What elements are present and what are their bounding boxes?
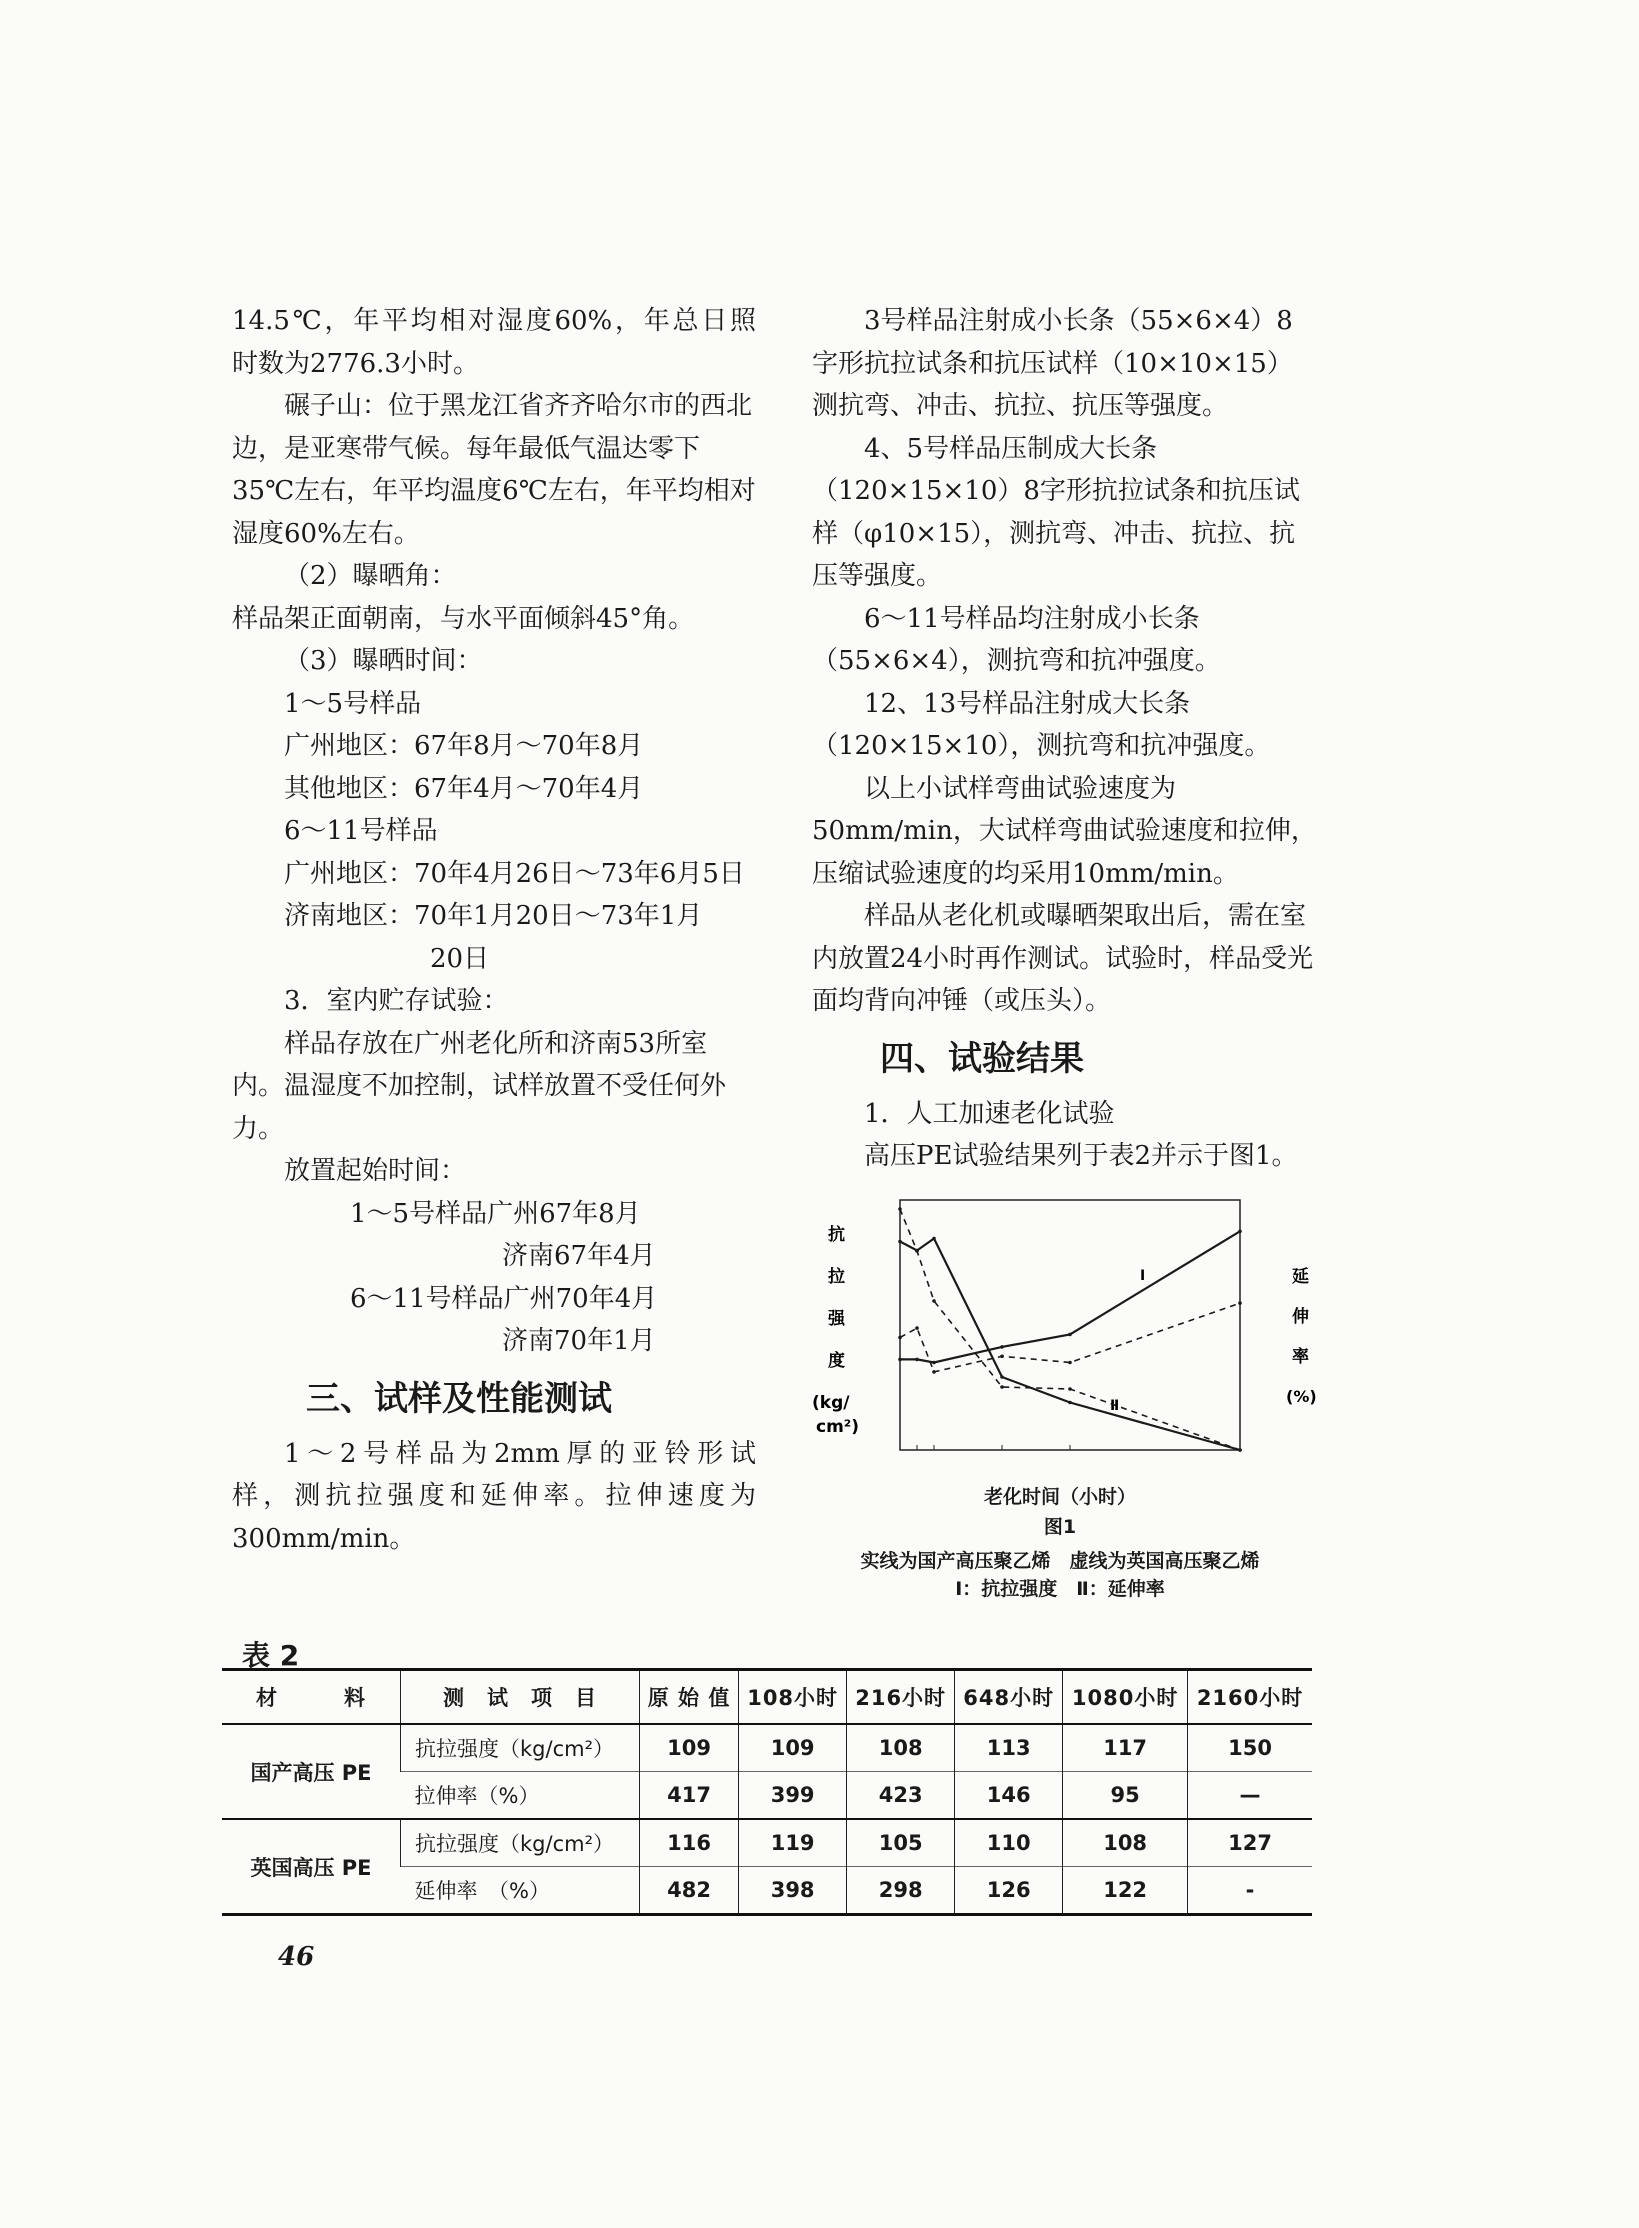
data-point <box>1068 1333 1072 1337</box>
data-point <box>932 1299 936 1303</box>
col-header: 原 始 值 <box>640 1670 739 1725</box>
paragraph: 时数为2776.3小时。 <box>232 348 479 379</box>
figure-legend: 实线为国产高压聚乙烯 虚线为英国高压聚乙烯 <box>860 1550 1260 1572</box>
table-header-row <box>222 1670 1312 1725</box>
value-cell: 110 <box>955 1819 1063 1867</box>
right-column <box>812 300 1318 1178</box>
value-cell: 113 <box>955 1724 1063 1772</box>
data-point <box>915 1326 919 1330</box>
col-header: 216小时 <box>847 1670 955 1725</box>
y-axis-label-left: 拉 <box>828 1267 845 1287</box>
paragraph: 6～11号样品均注射成小长条（55×6×4），测抗弯和抗冲强度。 <box>812 603 1221 676</box>
value-cell: 150 <box>1188 1724 1312 1772</box>
data-point <box>898 1358 902 1362</box>
x-axis-label: 老化时间（小时） <box>983 1486 1136 1508</box>
value-cell: 417 <box>640 1772 739 1820</box>
value-cell: - <box>1188 1867 1312 1915</box>
paragraph: 样品架正面朝南，与水平面倾斜45°角。 <box>232 603 695 634</box>
line-chart <box>800 1190 1320 1520</box>
data-point <box>1238 1230 1242 1234</box>
data-point <box>1000 1375 1004 1379</box>
list-item: 广州地区：70年4月26日～73年6月5日 <box>284 858 745 889</box>
value-cell: 109 <box>640 1724 739 1772</box>
series-line-3 <box>900 1239 1240 1451</box>
list-item: 6～11号样品广州70年4月 <box>350 1283 658 1314</box>
y-axis-label-left: 度 <box>828 1351 845 1371</box>
subheading: （2）曝晒角： <box>284 561 457 591</box>
list-item: 济南70年1月 <box>502 1326 656 1356</box>
table-title: 表 2 <box>242 1639 300 1672</box>
y-axis-label-left: 强 <box>828 1309 845 1329</box>
value-cell: 116 <box>640 1819 739 1867</box>
y-axis-label-right: 延 <box>1292 1267 1309 1287</box>
figure-number: 图1 <box>1043 1516 1077 1538</box>
page-number: 46 <box>278 1942 315 1972</box>
paragraph: 12、13号样品注射成大长条（120×15×10），测抗弯和抗冲强度。 <box>812 688 1271 761</box>
left-column <box>232 300 756 1560</box>
paragraph: 1～2号样品为2mm厚的亚铃形试 <box>284 1438 756 1469</box>
list-item: 济南地区：70年1月20日～73年1月 <box>284 901 703 931</box>
value-cell: 119 <box>739 1819 847 1867</box>
data-point <box>1000 1355 1004 1359</box>
list-item: 1～5号样品广州67年8月 <box>350 1198 641 1229</box>
list-item: 20日 <box>430 943 490 974</box>
y-axis-unit: cm²) <box>816 1417 860 1437</box>
value-cell: 105 <box>847 1819 955 1867</box>
value-cell: 108 <box>847 1724 955 1772</box>
list-item: 济南67年4月 <box>502 1241 656 1271</box>
data-point <box>932 1370 936 1374</box>
paragraph: 样，测抗拉强度和延伸率。拉伸速度为 <box>232 1481 756 1511</box>
data-point <box>1068 1361 1072 1365</box>
data-point <box>1068 1401 1072 1405</box>
curve-label-I: Ⅰ <box>1140 1268 1146 1284</box>
value-cell: 146 <box>955 1772 1063 1820</box>
item-cell: 延伸率 （%） <box>401 1867 640 1915</box>
value-cell: 109 <box>739 1724 847 1772</box>
table-row <box>222 1724 1312 1772</box>
series-line-1 <box>900 1231 1240 1362</box>
paragraph: 14.5℃，年平均相对湿度60%，年总日照 <box>232 306 756 336</box>
item-cell: 抗拉强度（kg/cm²） <box>401 1724 640 1772</box>
paragraph: 以上小试样弯曲试验速度为50mm/min，大试样弯曲试验速度和拉伸，压缩试验速度的均采用10mm/min。 <box>812 773 1317 889</box>
value-cell: 298 <box>847 1867 955 1915</box>
material-cell: 国产高压 PE <box>250 1760 372 1785</box>
data-table <box>222 1668 1312 1916</box>
subheading: 放置起始时间： <box>284 1156 467 1186</box>
value-cell: — <box>1188 1772 1312 1820</box>
paragraph: 300mm/min。 <box>232 1523 416 1554</box>
paragraph: 4、5号样品压制成大长条（120×15×10）8字形抗拉试条和抗压试样（φ10×15），测抗弯、冲击、抗拉、抗压等强度。 <box>812 433 1300 591</box>
col-header: 材 料 <box>256 1686 366 1710</box>
y-axis-label-right: 率 <box>1292 1347 1309 1367</box>
value-cell: 127 <box>1188 1819 1312 1867</box>
paragraph: 高压PE试验结果列于表2并示于图1。 <box>864 1141 1298 1171</box>
value-cell: 122 <box>1063 1867 1188 1915</box>
col-header: 648小时 <box>955 1670 1063 1725</box>
item-cell: 抗拉强度（kg/cm²） <box>401 1819 640 1867</box>
data-point <box>915 1358 919 1362</box>
list-item: 其他地区：67年4月～70年4月 <box>284 773 644 804</box>
y-axis-label-right: (%) <box>1286 1387 1317 1406</box>
y-axis-label-left: 抗 <box>828 1225 845 1245</box>
material-cell: 英国高压 PE <box>250 1855 372 1880</box>
list-item: 6～11号样品 <box>284 816 438 846</box>
paragraph: 样品存放在广州老化所和济南53所室内。温湿度不加控制，试样放置不受任何外力。 <box>232 1028 727 1144</box>
curve-label-II: Ⅱ <box>1110 1398 1120 1414</box>
series-line-4 <box>900 1209 1240 1450</box>
value-cell: 398 <box>739 1867 847 1915</box>
data-point <box>1068 1387 1072 1391</box>
list-item: 广州地区：67年8月～70年8月 <box>284 731 644 761</box>
y-axis-unit: (kg/ <box>812 1393 850 1413</box>
data-point <box>898 1240 902 1244</box>
data-point <box>915 1249 919 1253</box>
data-point <box>898 1336 902 1340</box>
paragraph: 碾子山：位于黑龙江省齐齐哈尔市的西北边，是亚寒带气候。每年最低气温达零下35℃左右，年平均温度6℃左右，年平均相对湿度60%左右。 <box>232 391 756 549</box>
col-header: 测 试 项 目 <box>401 1670 640 1725</box>
section-heading: 三、试样及性能测试 <box>306 1378 612 1419</box>
paragraph: 3号样品注射成小长条（55×6×4）8字形抗拉试条和抗压试样（10×10×15）测抗弯、冲击、抗拉、抗压等强度。 <box>812 306 1293 421</box>
value-cell: 423 <box>847 1772 955 1820</box>
plot-frame <box>900 1200 1240 1450</box>
series-layer <box>898 1207 1242 1452</box>
data-point <box>932 1237 936 1241</box>
item-cell: 拉伸率（%） <box>401 1772 640 1820</box>
section-heading: 四、试验结果 <box>880 1038 1084 1079</box>
data-point <box>1000 1345 1004 1349</box>
subheading: 1．人工加速老化试验 <box>864 1098 1115 1129</box>
data-point <box>1000 1385 1004 1389</box>
table-row <box>222 1819 1312 1867</box>
col-header: 1080小时 <box>1063 1670 1188 1725</box>
value-cell: 108 <box>1063 1819 1188 1867</box>
value-cell: 482 <box>640 1867 739 1915</box>
y-axis-label-right: 伸 <box>1292 1307 1309 1327</box>
value-cell: 117 <box>1063 1724 1188 1772</box>
value-cell: 399 <box>739 1772 847 1820</box>
value-cell: 126 <box>955 1867 1063 1915</box>
data-point <box>898 1207 902 1211</box>
table-2 <box>222 1668 1312 1916</box>
col-header: 2160小时 <box>1188 1670 1312 1725</box>
figure-legend-2: Ⅰ：抗拉强度 Ⅱ：延伸率 <box>955 1578 1165 1600</box>
value-cell: 95 <box>1063 1772 1188 1820</box>
subheading: 3．室内贮存试验： <box>284 986 509 1016</box>
list-item: 1～5号样品 <box>284 688 422 719</box>
paragraph: 样品从老化机或曝晒架取出后，需在室内放置24小时再作测试。试验时，样品受光面均背向冲锤（或压头）。 <box>812 901 1314 1016</box>
data-point <box>932 1361 936 1365</box>
subheading: （3）曝晒时间： <box>284 646 483 676</box>
data-point <box>1238 1301 1242 1305</box>
col-header: 108小时 <box>739 1670 847 1725</box>
